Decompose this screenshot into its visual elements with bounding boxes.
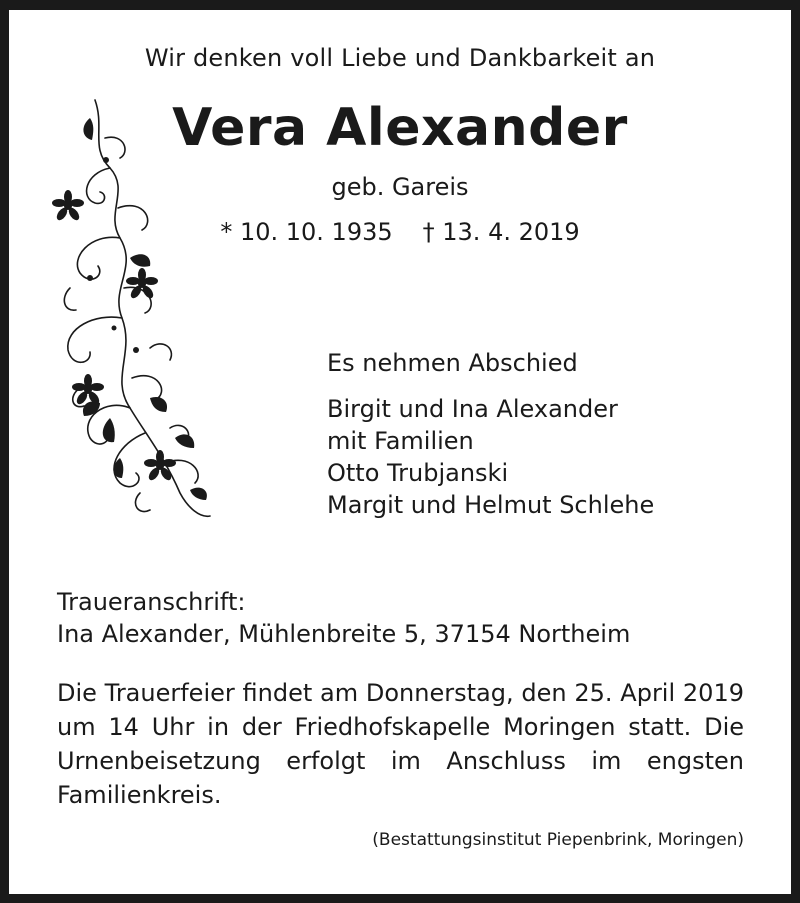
address-value: Ina Alexander, Mühlenbreite 5, 37154 Northeim <box>57 620 631 648</box>
mourners-list <box>327 393 654 521</box>
mourners-title: Es nehmen Abschied <box>327 349 578 377</box>
mourner-line: Otto Trubjanski <box>327 459 509 487</box>
mourner-line: Margit und Helmut Schlehe <box>327 491 655 519</box>
maiden-name: geb. Gareis <box>331 173 469 201</box>
intro-line: Wir denken voll Liebe und Dankbarkeit an <box>144 44 656 72</box>
birth-date: * 10. 10. 1935 <box>220 218 393 246</box>
death-date: † 13. 4. 2019 <box>422 218 580 246</box>
floral-vine-icon <box>50 98 212 530</box>
ceremony-text: Die Trauerfeier findet am Donnerstag, den 25. April 2019 um 14 Uhr in der Friedhofskapelle Moringen statt. Die Urnenbeisetzung erfolgt im Anschluss im engsten Familienkreis. <box>57 679 744 809</box>
mourner-line: Birgit und Ina Alexander <box>327 395 618 423</box>
funeral-home: (Bestattungsinstitut Piepenbrink, Moringen) <box>372 830 744 850</box>
deceased-name: Vera Alexander <box>172 98 628 158</box>
mourner-line: mit Familien <box>327 427 474 455</box>
address-label: Traueranschrift: <box>57 588 246 616</box>
